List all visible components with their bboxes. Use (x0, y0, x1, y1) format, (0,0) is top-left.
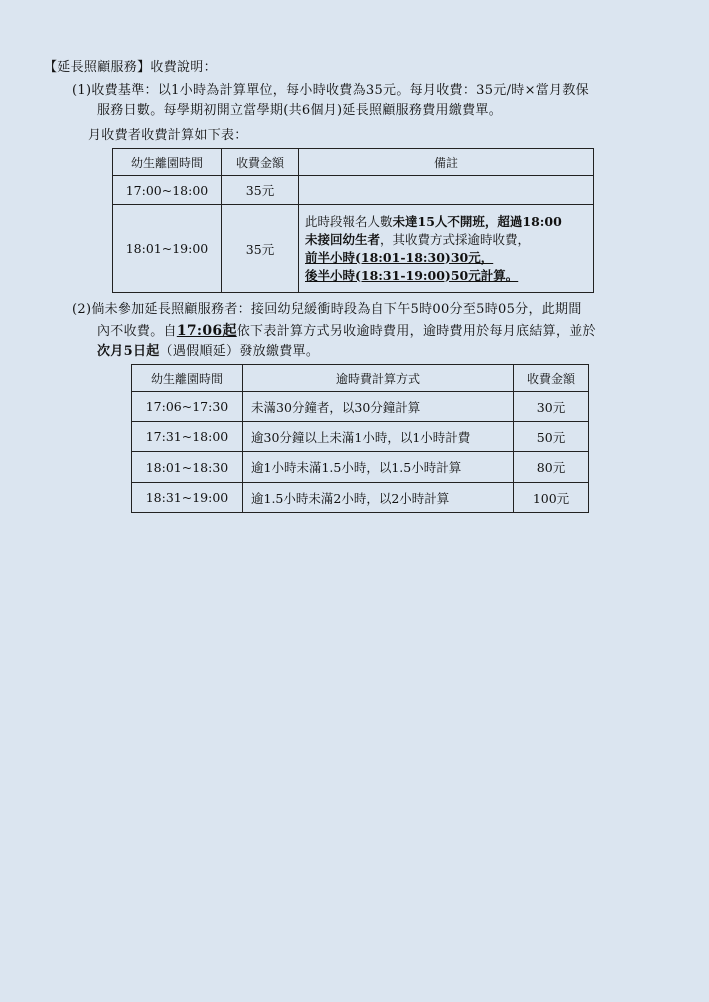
col-header-note: 備註 (299, 149, 594, 176)
cell-fee: 35元 (222, 205, 299, 293)
note-first-half-hour: 前半小時(18:01-18:30)30元， (305, 249, 494, 265)
col-header-fee: 收費金額 (514, 365, 589, 392)
table-header-row (113, 149, 594, 176)
note-text: 此時段報名人數 (305, 213, 393, 229)
item2-line1: (2)倘未參加延長照顧服務者：接回幼兒緩衝時段為自下午5時00分至5時05分，此期間 (72, 302, 582, 317)
cell-method: 逾30分鐘以上未滿1小時，以1小時計費 (243, 422, 514, 452)
cell-fee: 100元 (514, 483, 589, 513)
note-text: ，其收費方式採逾時收費， (380, 231, 531, 247)
cell-time: 18:01~19:00 (113, 205, 222, 293)
monthly-fee-table (112, 148, 594, 293)
col-header-method: 逾時費計算方式 (243, 365, 514, 392)
note-bold-text: 未達15人不開班，超過18:00 (392, 213, 562, 229)
cell-method: 逾1小時未滿1.5小時，以1.5小時計算 (243, 452, 514, 483)
cell-note (299, 205, 594, 293)
cell-method: 未滿30分鐘者，以30分鐘計算 (243, 392, 514, 422)
note-bold-text: 未接回幼生者 (305, 231, 381, 247)
cell-fee: 35元 (222, 176, 299, 205)
cell-fee: 80元 (514, 452, 589, 483)
item2-text: （遇假順延）發放繳費單。 (159, 344, 320, 359)
item2-start-time: 17:06起 (176, 323, 237, 339)
item2-text: 內不收費。自 (97, 324, 177, 339)
section-title: 【延長照顧服務】收費說明： (44, 60, 217, 75)
cell-time: 18:01~18:30 (132, 452, 243, 483)
cell-fee: 30元 (514, 392, 589, 422)
cell-method: 逾1.5小時未滿2小時，以2小時計算 (243, 483, 514, 513)
cell-time: 18:31~19:00 (132, 483, 243, 513)
cell-note (299, 176, 594, 205)
item2-line2 (97, 323, 596, 340)
item2-line3 (97, 344, 319, 360)
col-header-time: 幼生離園時間 (113, 149, 222, 176)
item1-line2: 服務日數。每學期初開立當學期(共6個月)延長照顧服務費用繳費單。 (97, 103, 503, 118)
item1-line3: 月收費者收費計算如下表： (88, 128, 248, 143)
table-header-row (132, 365, 589, 392)
cell-time: 17:00~18:00 (113, 176, 222, 205)
cell-fee: 50元 (514, 422, 589, 452)
table-row (132, 452, 589, 483)
col-header-fee: 收費金額 (222, 149, 299, 176)
item1-number: (1) (72, 83, 92, 98)
item2-bill-date: 次月5日起 (97, 344, 160, 359)
note-second-half-hour: 後半小時(18:31-19:00)50元計算。 (305, 267, 519, 283)
item1-text: 收費基準：以1小時為計算單位，每小時收費為35元。每月收費：35元/時×當月教保 (91, 83, 589, 98)
cell-time: 17:31~18:00 (132, 422, 243, 452)
cell-time: 17:06~17:30 (132, 392, 243, 422)
overtime-fee-table (131, 364, 589, 513)
table-row (132, 422, 589, 452)
table-row (132, 392, 589, 422)
table-row (113, 176, 594, 205)
item2-text: 依下表計算方式另收逾時費用，逾時費用於每月底結算，並於 (236, 324, 596, 339)
table-row (132, 483, 589, 513)
col-header-time: 幼生離園時間 (132, 365, 243, 392)
item1-line1 (72, 83, 589, 99)
table-row (113, 205, 594, 293)
